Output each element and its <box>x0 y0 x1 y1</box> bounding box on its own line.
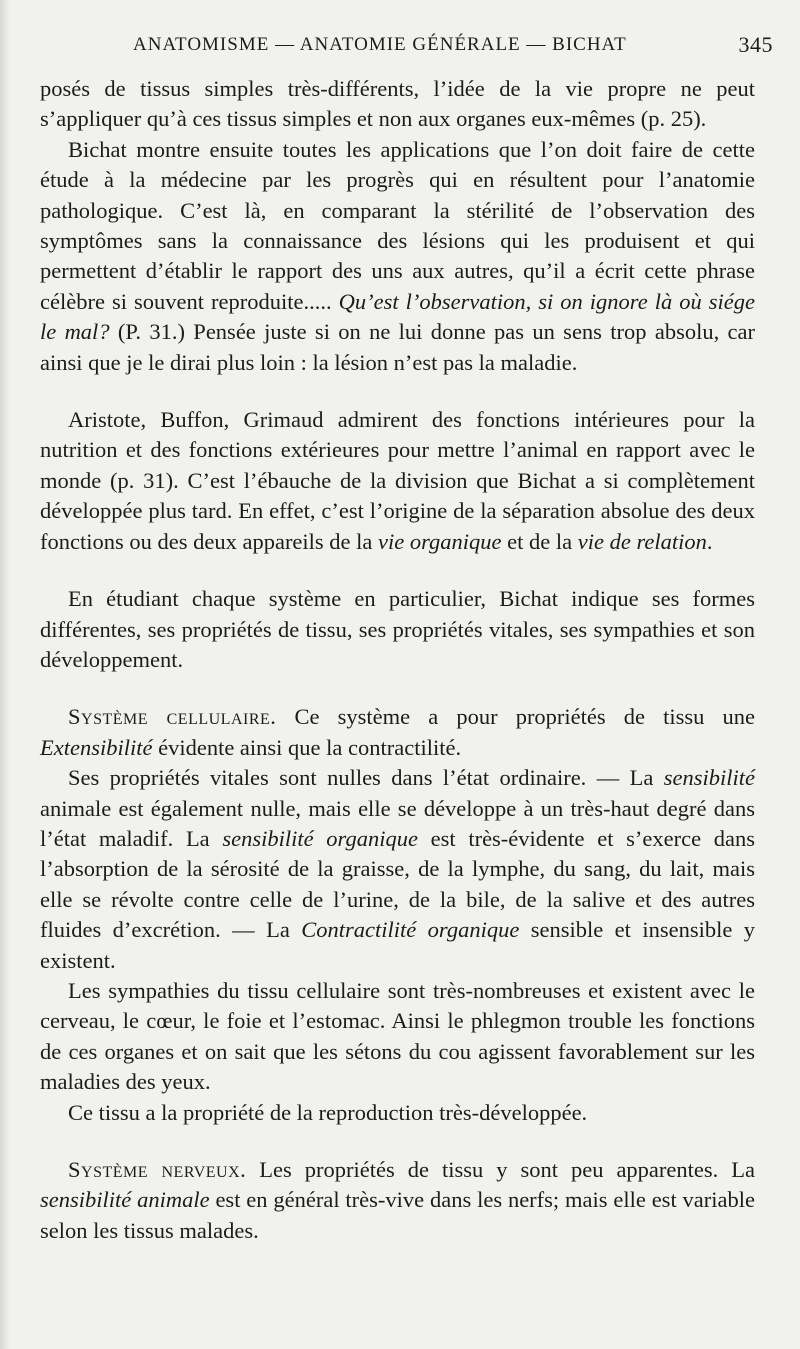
paragraph-proprietes-vitales <box>40 763 755 976</box>
paragraph-text: posés de tissus simples très-différents, l’idée de la vie propre ne peut s’appliquer qu’à ces tissus simples et non aux organes eux-mêmes (p. 25). <box>40 76 755 132</box>
paragraph-text: . <box>706 528 713 554</box>
paragraph-continuation <box>40 74 755 135</box>
section-heading-nerveux: Système nerveux. <box>68 1157 247 1182</box>
term-vie-organique: vie organique <box>378 528 502 554</box>
term-sensibilite: sensibilité <box>663 765 755 791</box>
paragraph-text: En étudiant chaque système en particulier, Bichat indique ses formes différentes, ses propriétés de tissu, ses propriétés vitales, ses sympathies et son développement. <box>40 586 755 672</box>
paragraph-text: animale est également nulle, mais elle se développe à un très-haut degré dans l’état maladif. La <box>40 795 755 851</box>
paragraph-text: Ce système a pour propriétés de tissu une <box>276 704 755 730</box>
running-head: ANATOMISME — ANATOMIE GÉNÉRALE — BICHAT <box>133 34 627 55</box>
term-extensibilite: Extensibilité <box>40 734 153 760</box>
term-sensibilite-animale: sensibilité animale <box>40 1187 210 1213</box>
page-edge-shadow <box>0 0 10 1349</box>
paragraph-text: est en général très-vive dans les nerfs; mais elle est variable selon les tissus malades. <box>40 1187 755 1243</box>
term-contractilite-organique: Contractilité organique <box>301 917 520 943</box>
paragraph-text: (P. 31.) Pensée juste si on ne lui donne pas un sens trop absolu, car ainsi que je le dirai plus loin : la lésion n’est pas la maladie. <box>40 319 755 375</box>
page-header <box>133 32 773 66</box>
paragraph-text: évidente ainsi que la contractilité. <box>152 734 462 760</box>
paragraph-text: Ce tissu a la propriété de la reproduction très-développée. <box>68 1099 588 1125</box>
paragraph-aristote <box>40 405 755 557</box>
paragraph-text: Les propriétés de tissu y sont peu apparentes. La <box>246 1157 755 1182</box>
paragraph-systeme-cellulaire <box>40 702 755 763</box>
paragraph-text: et de la <box>501 528 578 554</box>
paragraph-text: sensible et insensible y existent. <box>40 917 756 973</box>
page-number: 345 <box>738 32 773 57</box>
paragraph-sympathies <box>40 976 755 1098</box>
paragraph-text: Bichat montre ensuite toutes les applications que l’on doit faire de cette étude à la médecine par les progrès qui en résultent pour l’anatomie pathologique. C’est là, en comparant la stérilité de l’observation des symptômes sans la connaissance des lésions qui les produisent et qui permettent d’établir le rapport des uns aux autres, qu’il a écrit cette phrase célèbre si souvent reproduite..... <box>40 136 755 314</box>
paragraph-text: Aristote, Buffon, Grimaud admirent des fonctions intérieures pour la nutrition et des fonctions extérieures pour mettre l’animal en rapport avec le monde (p. 31). C’est l’ébauche de la division que Bichat a si complètement développée plus tard. En effet, c’est l’origine de la séparation absolue des deux fonctions ou des deux appareils de la <box>40 407 755 554</box>
paragraph-text: Ses propriétés vitales sont nulles dans l’état ordinaire. — La <box>68 765 664 791</box>
paragraph-bichat-applications <box>40 135 755 378</box>
term-vie-de-relation: vie de relation <box>577 528 707 554</box>
paragraph-reproduction <box>40 1098 755 1128</box>
section-heading-cellulaire: Système cellulaire. <box>68 704 277 730</box>
term-sensibilite-organique: sensibilité organique <box>222 825 418 851</box>
quotation: Qu’est l’observation, si on ignore là où siége le mal? <box>40 288 755 345</box>
paragraph-text: est très-évidente et s’exerce dans l’absorption de la sérosité de la graisse, de la lymphe, du sang, du lait, mais elle se révolte contre celle de l’urine, de la bile, de la salive et des autres fluides d’excrétion. — La <box>40 825 755 943</box>
paragraph-systemes <box>40 584 755 675</box>
paragraph-systeme-nerveux <box>40 1155 755 1246</box>
page-body <box>40 74 755 1246</box>
paragraph-text: Les sympathies du tissu cellulaire sont très-nombreuses et existent avec le cerveau, le cœur, le foie et l’estomac. Ainsi le phlegmon trouble les fonctions de ces organes et on sait que les sétons du cou agissent favorablement sur les maladies des yeux. <box>40 977 755 1095</box>
